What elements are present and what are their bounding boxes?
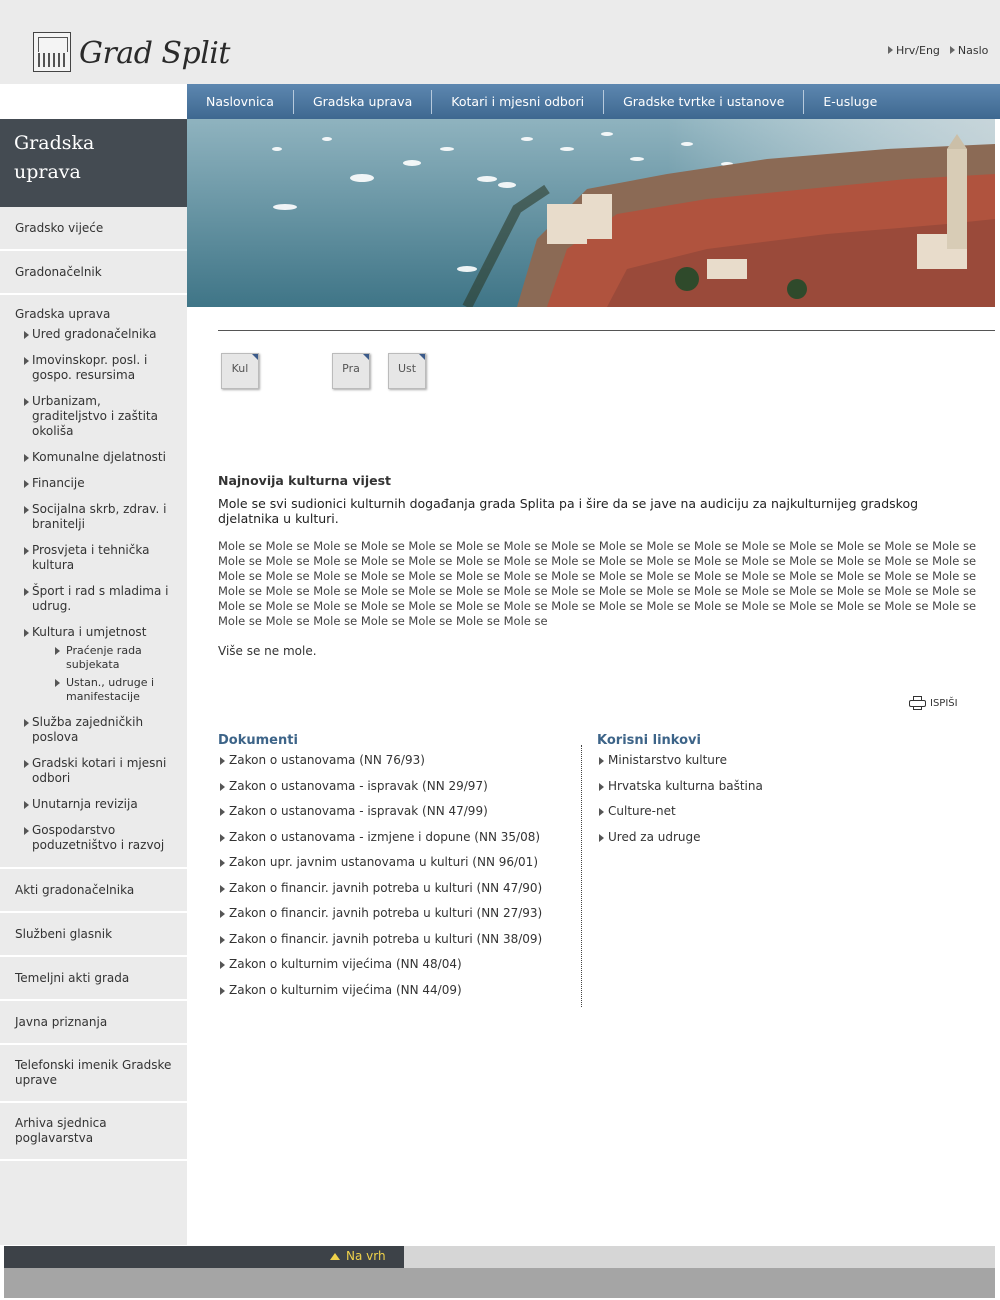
back-to-top-link[interactable]: Na vrh [330,1249,386,1263]
useful-link[interactable]: Hrvatska kulturna baština [597,779,897,805]
sidebar-item-gradonacelnik[interactable]: Gradonačelnik [0,251,187,295]
sidebar-item-glasnik[interactable]: Službeni glasnik [0,913,187,957]
printer-icon [909,696,926,710]
sidebar-subitem-kultura[interactable]: Kultura i umjetnost Praćenje rada subjekata Ustan., udruge i manifestacije [15,625,172,704]
sidebar-title: Gradska uprava [0,119,187,207]
news-body: Mole se Mole se Mole se Mole se Mole se Mole se Mole se Mole se Mole se Mole se Mole se Mole se Mole se Mole se Mole se Mole se Mole se Mole se Mole se Mole se Mole se Mole se Mole se Mole se Mole se Mole se Mole se Mole se Mole se Mole se Mole se Mole se Mole se Mole se Mole se Mole se Mole se Mole se Mole se Mole se Mole se Mole se Mole se Mole se Mole se Mole se Mole se Mole se Mole se Mole se Mole se Mole se Mole se Mole se Mole se Mole se Mole se Mole se Mole se Mole se Mole se Mole se Mole se Mole se Mole se Mole se Mole se Mole se Mole se Mole se Mole se Mole se Mole se Mole se Mole se Mole se Mole se Mole se Mole se Mole se Mole se Mole se Mole se Mole se Mole se Mole se Mole se [218,539,977,628]
useful-link[interactable]: Ured za udruge [597,830,897,856]
sidebar-subitem[interactable]: Unutarnja revizija [15,797,172,812]
home-link[interactable]: Naslo [950,44,989,57]
sidebar-subsub-item[interactable]: Praćenje rada subjekata [49,644,172,672]
sidebar-subitem[interactable]: Prosvjeta i tehnička kultura [15,543,172,573]
print-button[interactable] [909,696,958,710]
documents-list [218,753,580,1008]
useful-links-list [597,753,897,855]
footer-bar-light [404,1246,995,1268]
sidebar-subsub-list [32,644,172,704]
documents-heading: Dokumenti [218,733,298,748]
top-links [888,44,988,57]
thumb-ust[interactable]: Ust [388,353,426,389]
sidebar [0,119,187,1245]
sidebar-subitem[interactable]: Socijalna skrb, zdrav. i branitelji [15,502,172,532]
document-link[interactable]: Zakon o financir. javnih potreba u kulturi (NN 27/93) [218,906,580,932]
nav-kotari[interactable]: Kotari i mjesni odbori [432,90,604,114]
news-more: Više se ne mole. [218,644,317,658]
thumb-pra[interactable]: Pra [332,353,370,389]
sidebar-subitem[interactable]: Urbanizam, graditeljstvo i zaštita okoliša [15,394,172,439]
nav-gradska-uprava[interactable]: Gradska uprava [294,90,432,114]
city-crest-icon [33,32,71,72]
sidebar-item-imenik[interactable]: Telefonski imenik Gradske uprave [0,1045,187,1103]
sidebar-subsub-item[interactable]: Ustan., udruge i manifestacije [49,676,172,704]
news-title: Najnovija kulturna vijest [218,473,392,488]
content-divider [218,330,995,331]
nav-naslovnica[interactable]: Naslovnica [187,90,294,114]
document-link[interactable]: Zakon o financir. javnih potreba u kulturi (NN 47/90) [218,881,580,907]
document-link[interactable]: Zakon o kulturnim vijećima (NN 48/04) [218,957,580,983]
logo-text: Grad Split [79,36,230,71]
sidebar-item-priznanja[interactable]: Javna priznanja [0,1001,187,1045]
sidebar-group-title[interactable]: Gradska uprava [15,307,111,321]
sidebar-item-temeljni-akti[interactable]: Temeljni akti grada [0,957,187,1001]
sidebar-item-gradsko-vijece[interactable]: Gradsko vijeće [0,207,187,251]
sidebar-subitem[interactable]: Imovinskopr. posl. i gospo. resursima [15,353,172,383]
split-harbor-image [187,119,995,307]
sidebar-subitem[interactable]: Financije [15,476,172,491]
arrow-right-icon [888,46,893,54]
document-link[interactable]: Zakon o ustanovama - ispravak (NN 47/99) [218,804,580,830]
arrow-up-icon [330,1253,340,1260]
sidebar-subitem[interactable]: Služba zajedničkih poslova [15,715,172,745]
sidebar-group-gradska-uprava [0,295,187,869]
main-nav [187,84,1000,119]
footer-bottom [4,1268,995,1298]
banner-image [187,119,995,307]
useful-link[interactable]: Ministarstvo kulture [597,753,897,779]
document-link[interactable]: Zakon o ustanovama - izmjene i dopune (NN 35/08) [218,830,580,856]
useful-link[interactable]: Culture-net [597,804,897,830]
print-label: ISPIŠI [930,697,958,709]
links-heading: Korisni linkovi [597,733,701,748]
sidebar-subitem[interactable]: Gospodarstvo poduzetništvo i razvoj [15,823,172,853]
sidebar-item-akti[interactable]: Akti gradonačelnika [0,869,187,913]
document-link[interactable]: Zakon o ustanovama - ispravak (NN 29/97) [218,779,580,805]
sidebar-subitem[interactable]: Ured gradonačelnika [15,327,172,342]
document-link[interactable]: Zakon o kulturnim vijećima (NN 44/09) [218,983,580,1009]
news-lead: Mole se svi sudionici kulturnih događanja grada Splita pa i šire da se jave na audiciju za najkulturnijeg gradskog djelatnika u kulturi. [218,496,919,526]
site-logo[interactable] [33,32,230,72]
arrow-right-icon [950,46,955,54]
column-divider [581,745,582,1007]
language-link[interactable]: Hrv/Eng [888,44,940,57]
sidebar-subitem[interactable]: Gradski kotari i mjesni odbori [15,756,172,786]
document-link[interactable]: Zakon o financir. javnih potreba u kulturi (NN 38/09) [218,932,580,958]
site-header [0,0,1000,84]
nav-e-usluge[interactable]: E-usluge [823,93,878,109]
sidebar-item-arhiva[interactable]: Arhiva sjednica poglavarstva [0,1103,187,1161]
document-link[interactable]: Zakon o ustanovama (NN 76/93) [218,753,580,779]
sidebar-subitem[interactable]: Šport i rad s mladima i udrug. [15,584,172,614]
thumb-kul[interactable]: Kul [221,353,259,389]
sidebar-subitem[interactable]: Komunalne djelatnosti [15,450,172,465]
document-link[interactable]: Zakon upr. javnim ustanovama u kulturi (NN 96/01) [218,855,580,881]
nav-tvrtke[interactable]: Gradske tvrtke i ustanove [604,90,804,114]
